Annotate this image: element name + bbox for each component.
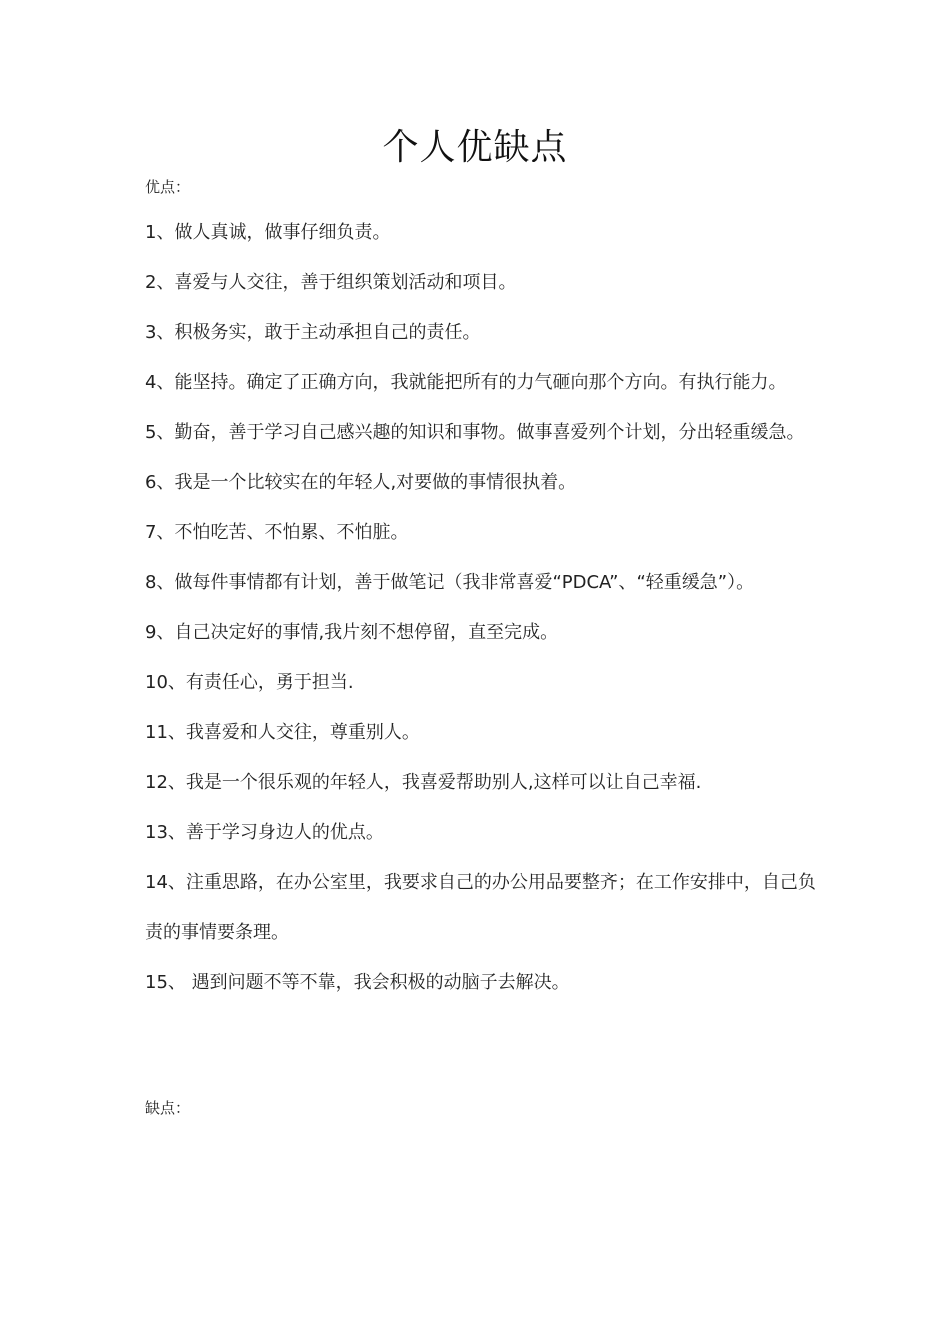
list-item: 11、我喜爱和人交往，尊重别人。 bbox=[145, 722, 420, 743]
list-item: 8、做每件事情都有计划，善于做笔记（我非常喜爱“PDCA”、“轻重缓急”）。 bbox=[145, 572, 755, 593]
list-item: 5、勤奋，善于学习自己感兴趣的知识和事物。做事喜爱列个计划，分出轻重缓急。 bbox=[145, 422, 805, 443]
list-item: 10、有责任心，勇于担当. bbox=[145, 672, 354, 693]
list-item: 3、积极务实，敢于主动承担自己的责任。 bbox=[145, 322, 481, 343]
pros-list bbox=[145, 208, 825, 1008]
list-item: 1、做人真诚，做事仔细负责。 bbox=[145, 222, 391, 243]
cons-label: 缺点： bbox=[145, 1099, 191, 1117]
list-item: 13、善于学习身边人的优点。 bbox=[145, 822, 384, 843]
list-item: 7、不怕吃苦、不怕累、不怕脏。 bbox=[145, 522, 409, 543]
pros-label: 优点： bbox=[145, 178, 191, 196]
list-item: 9、自己决定好的事情,我片刻不想停留，直至完成。 bbox=[145, 622, 559, 643]
document-title: 个人优缺点 bbox=[382, 127, 568, 168]
list-item: 15、 遇到问题不等不靠，我会积极的动脑子去解决。 bbox=[145, 972, 570, 993]
list-item: 6、我是一个比较实在的年轻人,对要做的事情很执着。 bbox=[145, 472, 577, 493]
list-item: 2、喜爱与人交往，善于组织策划活动和项目。 bbox=[145, 272, 517, 293]
list-item: 14、注重思路，在办公室里，我要求自己的办公用品要整齐；在工作安排中，自己负责的事情要条理。 bbox=[145, 872, 816, 943]
list-item: 4、能坚持。确定了正确方向，我就能把所有的力气砸向那个方向。有执行能力。 bbox=[145, 372, 787, 393]
list-item: 12、我是一个很乐观的年轻人，我喜爱帮助别人,这样可以让自己幸福. bbox=[145, 772, 702, 793]
